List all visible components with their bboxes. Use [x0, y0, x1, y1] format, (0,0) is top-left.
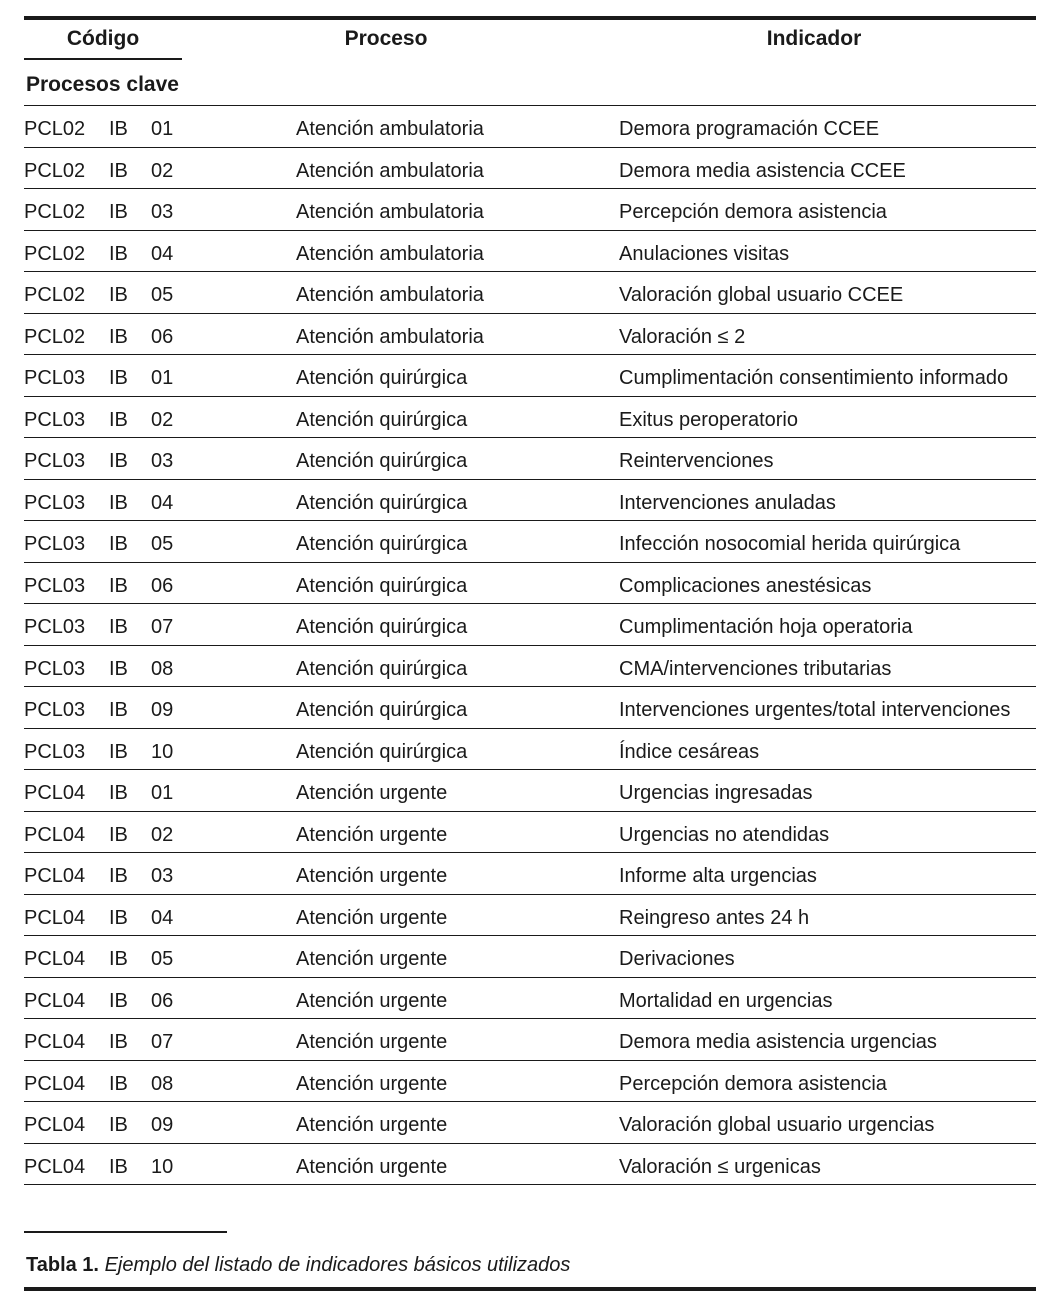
bottom-rule	[24, 1287, 1036, 1291]
cell-indicador: Intervenciones urgentes/total intervenciones	[619, 699, 1011, 721]
table-row	[24, 397, 1036, 439]
table-row	[24, 604, 1036, 646]
table-row	[24, 978, 1036, 1020]
cell-code: PCL04	[24, 782, 86, 804]
cell-ib: IB	[109, 242, 128, 265]
table-row	[24, 770, 1036, 812]
cell-ib: IB	[109, 948, 128, 970]
table-row	[24, 438, 1036, 480]
cell-indicador: CMA/intervenciones tributarias	[619, 657, 892, 680]
cell-code: PCL03	[24, 491, 86, 514]
cell-code: PCL04	[24, 865, 86, 887]
cell-number: 06	[151, 989, 174, 1012]
cell-indicador: Valoración global usuario urgencias	[619, 1114, 935, 1136]
cell-ib: IB	[109, 740, 128, 763]
caption-text: Ejemplo del listado de indicadores básicos utilizados	[104, 1254, 571, 1276]
cell-proceso: Atención ambulatoria	[296, 242, 484, 265]
cell-indicador: Índice cesáreas	[619, 740, 760, 763]
cell-indicador: Percepción demora asistencia	[619, 1072, 887, 1095]
table-row	[24, 521, 1036, 563]
cell-number: 03	[151, 201, 174, 223]
cell-ib: IB	[109, 657, 128, 680]
cell-number: 08	[151, 1072, 174, 1095]
cell-number: 08	[151, 657, 174, 680]
cell-code: PCL03	[24, 450, 86, 472]
cell-number: 10	[151, 1155, 174, 1178]
cell-proceso: Atención quirúrgica	[296, 574, 468, 597]
table-row	[24, 646, 1036, 688]
table-row	[24, 936, 1036, 978]
cell-ib: IB	[109, 159, 128, 182]
table-row	[24, 729, 1036, 771]
cell-ib: IB	[109, 1114, 128, 1136]
cell-proceso: Atención ambulatoria	[296, 325, 484, 348]
table-body	[24, 106, 1036, 1185]
cell-ib: IB	[109, 1155, 128, 1178]
cell-number: 06	[151, 574, 174, 597]
cell-code: PCL02	[24, 242, 86, 265]
cell-proceso: Atención quirúrgica	[296, 367, 468, 389]
cell-ib: IB	[109, 823, 128, 846]
cell-code: PCL03	[24, 657, 86, 680]
header-indicador: Indicador	[766, 27, 862, 50]
footnote-rule	[24, 1231, 227, 1233]
cell-code: PCL02	[24, 118, 86, 140]
cell-number: 09	[151, 1114, 174, 1136]
table-row	[24, 231, 1036, 273]
cell-ib: IB	[109, 1072, 128, 1095]
cell-code: PCL03	[24, 367, 86, 389]
cell-ib: IB	[109, 782, 128, 804]
cell-code: PCL04	[24, 1031, 86, 1053]
cell-indicador: Infección nosocomial herida quirúrgica	[619, 533, 961, 555]
caption-label: Tabla 1.	[26, 1254, 99, 1276]
cell-proceso: Atención urgente	[296, 782, 448, 804]
cell-indicador: Cumplimentación consentimiento informado	[619, 367, 1009, 389]
table-row	[24, 1019, 1036, 1061]
cell-indicador: Intervenciones anuladas	[619, 491, 836, 514]
cell-indicador: Valoración ≤ 2	[619, 325, 746, 348]
cell-proceso: Atención ambulatoria	[296, 159, 484, 182]
cell-code: PCL03	[24, 740, 86, 763]
cell-code: PCL03	[24, 616, 86, 638]
cell-ib: IB	[109, 574, 128, 597]
cell-proceso: Atención quirúrgica	[296, 616, 468, 638]
cell-code: PCL04	[24, 1072, 86, 1095]
cell-number: 02	[151, 408, 174, 431]
header-proceso: Proceso	[344, 27, 428, 50]
cell-indicador: Valoración ≤ urgenicas	[619, 1155, 821, 1178]
cell-code: PCL04	[24, 989, 86, 1012]
cell-ib: IB	[109, 906, 128, 929]
cell-proceso: Atención urgente	[296, 1031, 448, 1053]
cell-code: PCL02	[24, 284, 86, 306]
cell-number: 04	[151, 491, 174, 514]
cell-ib: IB	[109, 989, 128, 1012]
cell-proceso: Atención ambulatoria	[296, 118, 484, 140]
cell-code: PCL04	[24, 823, 86, 846]
table-row	[24, 480, 1036, 522]
cell-indicador: Demora media asistencia urgencias	[619, 1031, 937, 1053]
section-title: Procesos clave	[26, 73, 179, 96]
document-page	[24, 0, 1036, 1308]
cell-proceso: Atención urgente	[296, 1114, 448, 1136]
cell-ib: IB	[109, 616, 128, 638]
table-row	[24, 189, 1036, 231]
cell-proceso: Atención urgente	[296, 1155, 448, 1178]
cell-number: 06	[151, 325, 174, 348]
table-row	[24, 1061, 1036, 1103]
cell-ib: IB	[109, 408, 128, 431]
table-row	[24, 812, 1036, 854]
table-row	[24, 355, 1036, 397]
cell-indicador: Mortalidad en urgencias	[619, 989, 833, 1012]
cell-proceso: Atención urgente	[296, 865, 448, 887]
header-codigo: Código	[66, 27, 140, 50]
cell-number: 09	[151, 699, 174, 721]
cell-code: PCL02	[24, 201, 86, 223]
cell-number: 05	[151, 948, 174, 970]
cell-number: 01	[151, 118, 174, 140]
cell-indicador: Complicaciones anestésicas	[619, 574, 872, 597]
cell-number: 07	[151, 1031, 174, 1053]
cell-number: 01	[151, 782, 174, 804]
table-row	[24, 314, 1036, 356]
cell-number: 02	[151, 823, 174, 846]
cell-proceso: Atención ambulatoria	[296, 284, 484, 306]
table-header	[24, 20, 1036, 60]
cell-code: PCL04	[24, 1114, 86, 1136]
cell-proceso: Atención urgente	[296, 823, 448, 846]
cell-code: PCL03	[24, 574, 86, 597]
cell-number: 07	[151, 616, 174, 638]
cell-indicador: Reingreso antes 24 h	[619, 906, 810, 929]
cell-indicador: Percepción demora asistencia	[619, 201, 887, 223]
cell-proceso: Atención urgente	[296, 989, 448, 1012]
cell-ib: IB	[109, 201, 128, 223]
cell-ib: IB	[109, 450, 128, 472]
cell-ib: IB	[109, 1031, 128, 1053]
cell-indicador: Derivaciones	[619, 948, 735, 970]
cell-proceso: Atención quirúrgica	[296, 491, 468, 514]
table-row	[24, 687, 1036, 729]
table-row	[24, 148, 1036, 190]
cell-proceso: Atención urgente	[296, 1072, 448, 1095]
cell-code: PCL02	[24, 325, 86, 348]
cell-indicador: Demora media asistencia CCEE	[619, 159, 906, 182]
cell-indicador: Informe alta urgencias	[619, 865, 817, 887]
table-row	[24, 895, 1036, 937]
cell-ib: IB	[109, 533, 128, 555]
cell-code: PCL02	[24, 159, 86, 182]
table-row	[24, 106, 1036, 148]
table-row	[24, 272, 1036, 314]
cell-indicador: Exitus peroperatorio	[619, 408, 798, 431]
cell-ib: IB	[109, 284, 128, 306]
cell-proceso: Atención quirúrgica	[296, 408, 468, 431]
cell-code: PCL04	[24, 948, 86, 970]
table-row	[24, 563, 1036, 605]
cell-indicador: Reintervenciones	[619, 450, 774, 472]
cell-number: 03	[151, 450, 174, 472]
cell-code: PCL03	[24, 408, 86, 431]
cell-proceso: Atención quirúrgica	[296, 533, 468, 555]
table-caption	[26, 1252, 570, 1278]
cell-ib: IB	[109, 491, 128, 514]
cell-indicador: Anulaciones visitas	[619, 242, 790, 265]
cell-ib: IB	[109, 367, 128, 389]
cell-number: 04	[151, 906, 174, 929]
cell-indicador: Urgencias ingresadas	[619, 782, 813, 804]
cell-indicador: Urgencias no atendidas	[619, 823, 830, 846]
cell-indicador: Demora programación CCEE	[619, 118, 880, 140]
cell-ib: IB	[109, 699, 128, 721]
cell-code: PCL04	[24, 906, 86, 929]
cell-code: PCL04	[24, 1155, 86, 1178]
cell-proceso: Atención quirúrgica	[296, 699, 468, 721]
cell-code: PCL03	[24, 699, 86, 721]
cell-proceso: Atención urgente	[296, 948, 448, 970]
cell-number: 05	[151, 533, 174, 555]
cell-indicador: Valoración global usuario CCEE	[619, 284, 904, 306]
cell-proceso: Atención quirúrgica	[296, 740, 468, 763]
cell-number: 05	[151, 284, 174, 306]
table-row	[24, 1144, 1036, 1186]
cell-number: 02	[151, 159, 174, 182]
cell-number: 03	[151, 865, 174, 887]
cell-proceso: Atención quirúrgica	[296, 657, 468, 680]
cell-number: 10	[151, 740, 174, 763]
cell-proceso: Atención urgente	[296, 906, 448, 929]
cell-ib: IB	[109, 865, 128, 887]
table-row	[24, 853, 1036, 895]
codigo-header-underline	[24, 58, 182, 60]
cell-ib: IB	[109, 118, 128, 140]
cell-proceso: Atención ambulatoria	[296, 201, 484, 223]
table-row	[24, 1102, 1036, 1144]
cell-code: PCL03	[24, 533, 86, 555]
cell-ib: IB	[109, 325, 128, 348]
cell-indicador: Cumplimentación hoja operatoria	[619, 616, 913, 638]
cell-number: 04	[151, 242, 174, 265]
cell-proceso: Atención quirúrgica	[296, 450, 468, 472]
cell-number: 01	[151, 367, 174, 389]
